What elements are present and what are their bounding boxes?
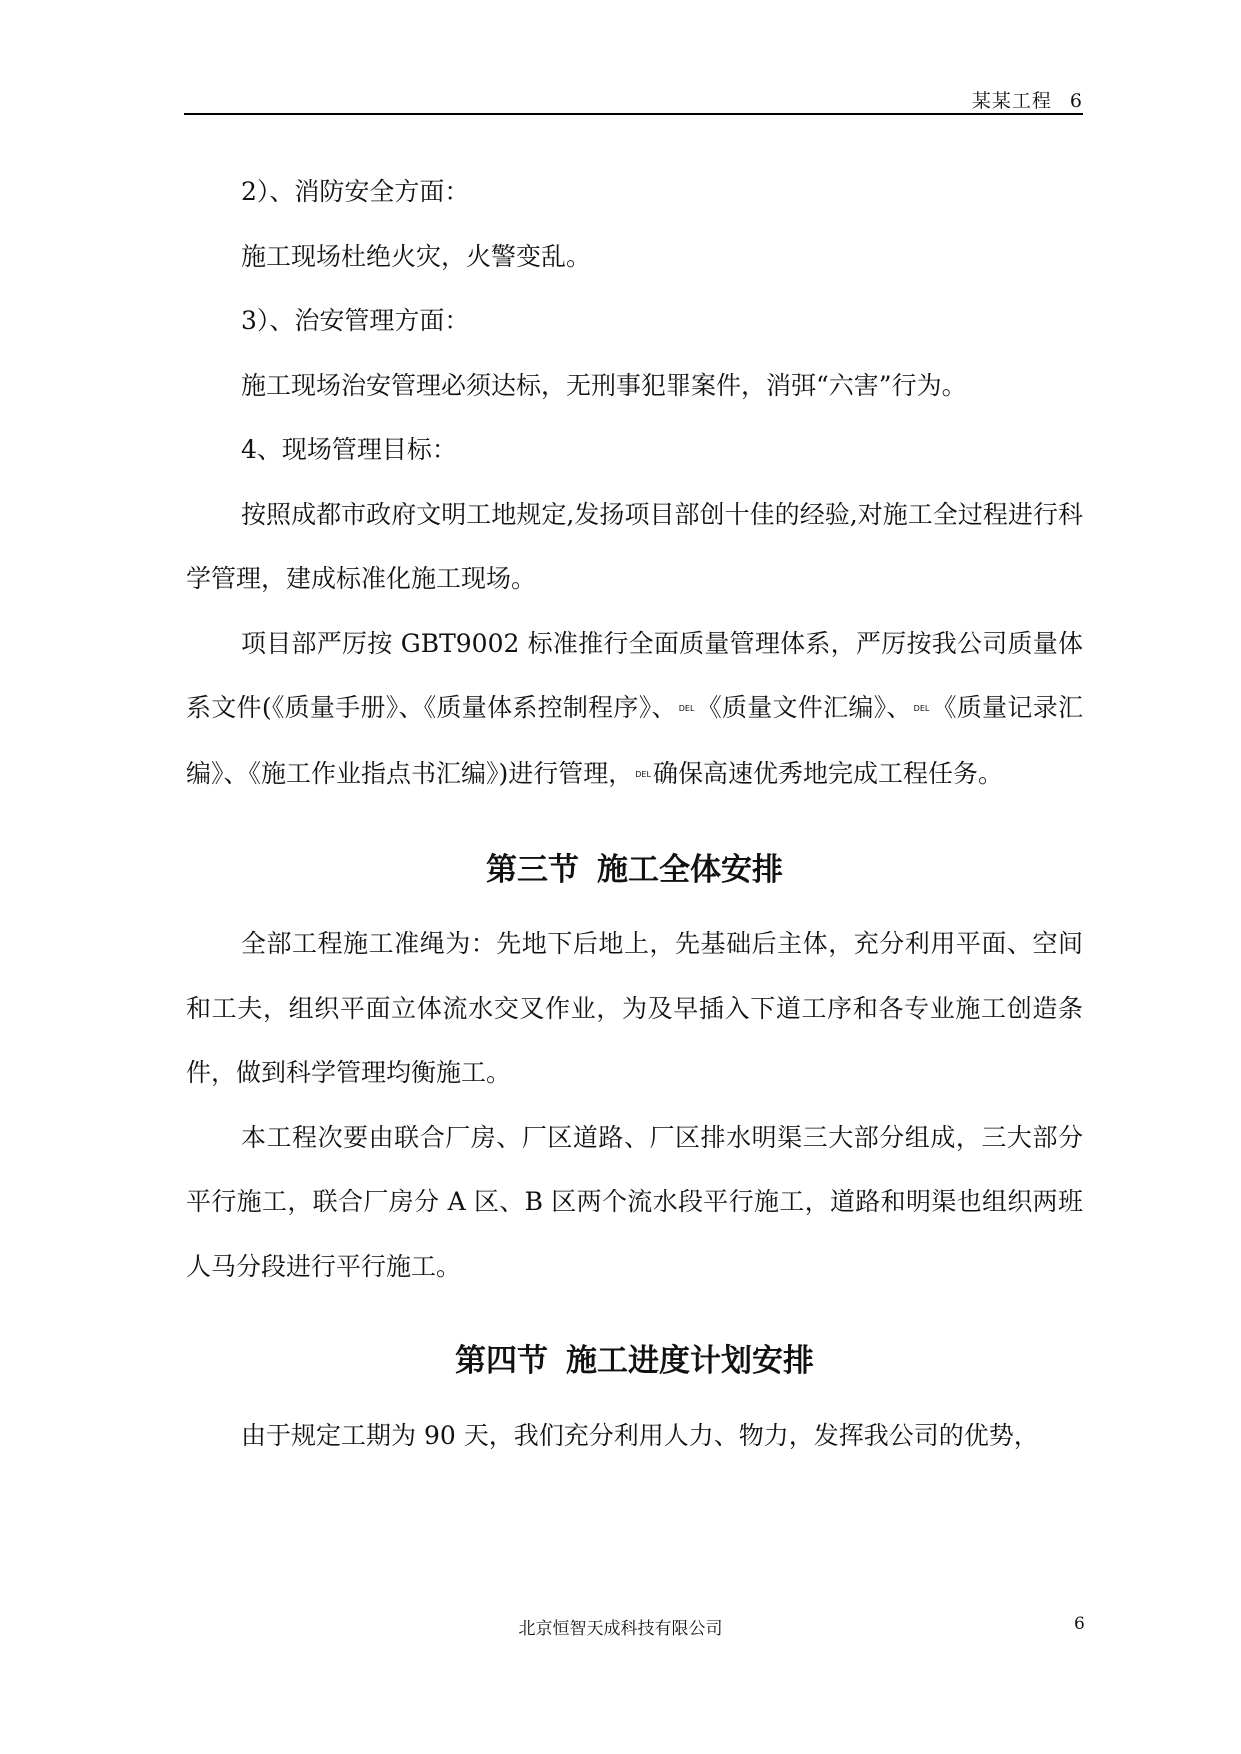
paragraph-site-management: 按照成都市政府文明工地规定,发扬项目部创十佳的经验,对施工全过程进行科学管理，建成标准化施工现场。 — [186, 499, 1083, 593]
section-3-number: 第三节 — [486, 851, 579, 888]
del-mark: DEL — [678, 704, 695, 714]
paragraph-schedule: 由于规定工期为 90 天，我们充分利用人力、物力，发挥我公司的优势， — [241, 1420, 1039, 1450]
header-page-number: 6 — [1069, 90, 1083, 112]
paragraph-fire-safety: 施工现场杜绝火灾，火警变乱。 — [241, 241, 592, 271]
quality-text-3: 《质量记录汇编》、《施工作业指点书汇编》)进行管理， — [186, 693, 1083, 788]
paragraph-quality-system — [186, 612, 1083, 808]
section-4-title — [186, 1329, 1083, 1394]
footer-page-number: 6 — [1074, 1614, 1085, 1634]
header-text — [972, 86, 1083, 113]
quality-text-4: 确保高速优秀地完成工程任务。 — [652, 758, 1003, 788]
del-mark: DEL — [913, 704, 930, 714]
section-4-number: 第四节 — [455, 1343, 548, 1379]
section-3-name: 施工全体安排 — [597, 851, 783, 888]
del-mark: DEL — [635, 770, 651, 779]
document-body — [186, 160, 1083, 1468]
header-rule — [184, 113, 1083, 115]
paragraph-fire-safety-heading: 2）、消防安全方面： — [241, 177, 470, 206]
page-header — [184, 86, 1083, 114]
footer-company: 北京恒智天成科技有限公司 — [518, 1619, 723, 1639]
header-title: 某某工程 — [971, 90, 1052, 112]
section-4-name: 施工进度计划安排 — [566, 1343, 814, 1379]
paragraph-project-composition: 本工程次要由联合厂房、厂区道路、厂区排水明渠三大部分组成，三大部分平行施工，联合厂房分 A 区、B 区两个流水段平行施工，道路和明渠也组织两班人马分段进行平行施工。 — [186, 1122, 1083, 1281]
paragraph-construction-principle: 全部工程施工准绳为：先地下后地上，先基础后主体，充分利用平面、空间和工夫，组织平面立体流水交叉作业，为及早插入下道工序和各专业施工创造条件，做到科学管理均衡施工。 — [186, 929, 1083, 1087]
section-3-title — [186, 838, 1083, 903]
quality-text-2: 《质量文件汇编》、 — [696, 693, 912, 722]
quality-text-1: 项目部严厉按 GBT9002 标准推行全面质量管理体系，严厉按我公司质量体系文件(《质量手册》、《质量体系控制程序》、 — [186, 628, 1083, 722]
paragraph-security: 施工现场治安管理必须达标，无刑事犯罪案件，消弭“六害”行为。 — [241, 370, 967, 400]
paragraph-security-heading: 3）、治安管理方面： — [241, 306, 470, 335]
paragraph-site-management-heading: 4、现场管理目标： — [241, 435, 457, 464]
